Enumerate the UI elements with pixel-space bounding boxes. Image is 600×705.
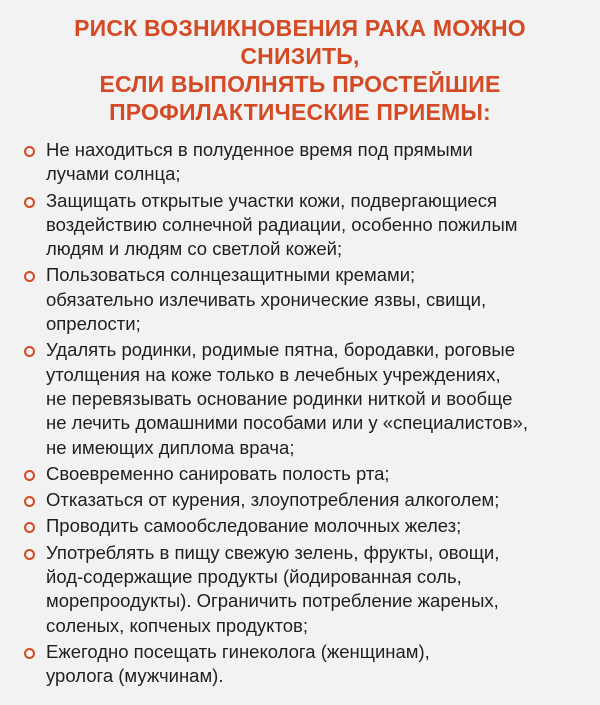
list-item (22, 338, 578, 459)
item-text-line: Употреблять в пищу свежую зелень, фрукты, овощи, (46, 541, 500, 563)
item-text-line: обязательно излечивать хронические язвы, свищи, (46, 288, 487, 310)
bullet-icon (24, 470, 35, 481)
item-text-line: уролога (мужчинам). (46, 665, 224, 687)
bullet-icon (24, 648, 35, 659)
bullet-icon (24, 522, 35, 533)
item-text-line: Ежегодно посещать гинеколога (женщинам), (46, 640, 430, 662)
list-item (22, 488, 578, 512)
list-item (22, 462, 578, 486)
bullet-icon (24, 146, 35, 157)
item-text-line: Защищать открытые участки кожи, подвергающиеся (46, 189, 497, 211)
item-text-line: воздействию солнечной радиации, особенно пожилым (46, 213, 518, 235)
item-text-line: не перевязывать основание родинки ниткой и вообще (46, 387, 513, 409)
item-text-line: соленых, копченых продуктов; (46, 614, 308, 636)
list-item (22, 640, 578, 689)
item-text-line: лучами солнца; (46, 163, 181, 185)
prevention-list (22, 138, 578, 689)
item-text-line: Проводить самообследование молочных желез; (46, 515, 462, 537)
bullet-icon (24, 549, 35, 560)
title-line: ПРОФИЛАКТИЧЕСКИЕ ПРИЕМЫ: (109, 99, 491, 125)
poster-title (22, 14, 578, 126)
item-text-line: Пользоваться солнцезащитными кремами; (46, 264, 416, 286)
title-line: ЕСЛИ ВЫПОЛНЯТЬ ПРОСТЕЙШИЕ (99, 71, 501, 97)
bullet-icon (24, 346, 35, 357)
item-text-line: не имеющих диплома врача; (46, 436, 295, 458)
list-item (22, 514, 578, 538)
item-text-line: утолщения на коже только в лечебных учреждениях, (46, 363, 501, 385)
item-text-line: Удалять родинки, родимые пятна, бородавки, роговые (46, 339, 516, 361)
title-line: РИСК ВОЗНИКНОВЕНИЯ РАКА МОЖНО СНИЗИТЬ, (74, 15, 526, 69)
item-text-line: морепроодукты). Ограничить потребление жареных, (46, 590, 499, 612)
list-item (22, 189, 578, 262)
item-text-line: Не находиться в полуденное время под прямыми (46, 139, 473, 160)
item-text-line: опрелости; (46, 313, 141, 335)
bullet-icon (24, 496, 35, 507)
bullet-icon (24, 271, 35, 282)
item-text-line: не лечить домашними пособами или у «специалистов», (46, 412, 528, 434)
item-text-line: Своевременно санировать полость рта; (46, 462, 390, 484)
list-item (22, 541, 578, 638)
item-text-line: йод-содержащие продукты (йодированная соль, (46, 566, 462, 588)
list-item (22, 138, 578, 187)
item-text-line: людям и людям со светлой кожей; (46, 238, 343, 260)
bullet-icon (24, 197, 35, 208)
list-item (22, 263, 578, 336)
item-text-line: Отказаться от курения, злоупотребления алкоголем; (46, 489, 500, 511)
